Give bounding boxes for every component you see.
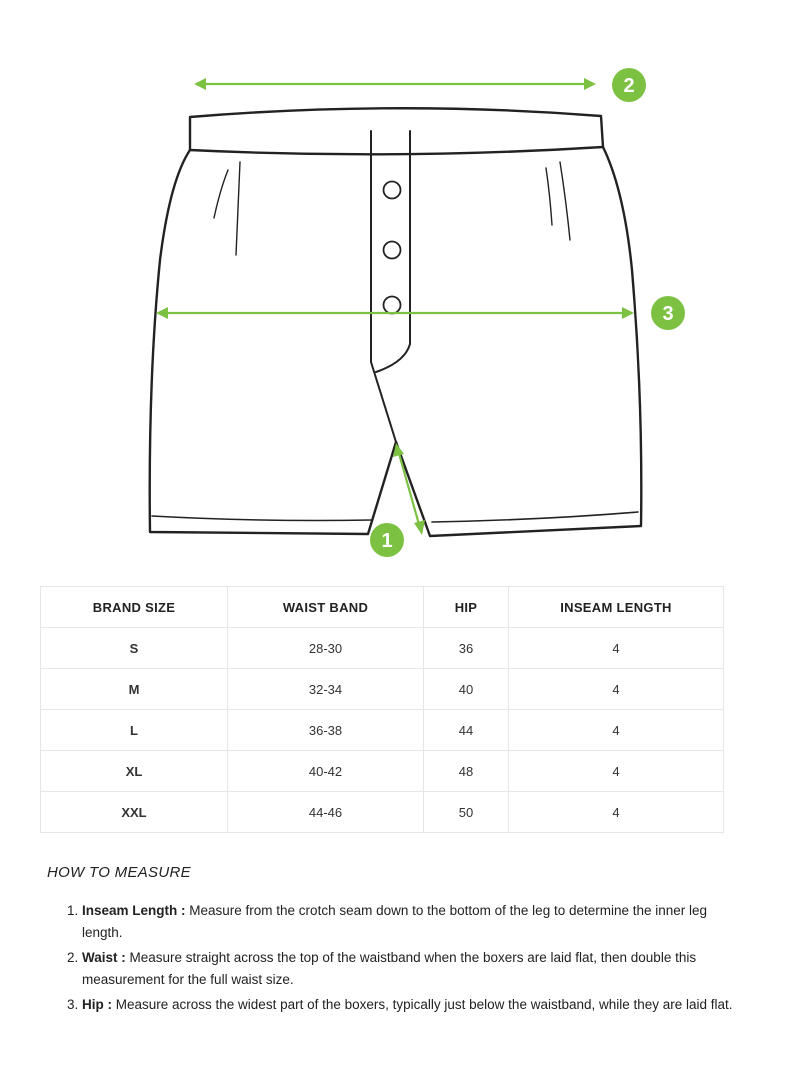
list-item bbox=[67, 900, 742, 944]
header-waist-band: WAIST BAND bbox=[228, 587, 424, 628]
waist-cell: 40-42 bbox=[228, 751, 424, 792]
size-cell: XL bbox=[41, 751, 228, 792]
button-circle bbox=[384, 242, 401, 259]
list-item-term: Inseam Length : bbox=[82, 903, 186, 918]
table-header-row bbox=[41, 587, 724, 628]
header-inseam-length: INSEAM LENGTH bbox=[509, 587, 724, 628]
table-row bbox=[41, 710, 724, 751]
list-item-number: 3. bbox=[67, 997, 79, 1012]
button-circle bbox=[384, 297, 401, 314]
how-to-measure-heading: HOW TO MEASURE bbox=[47, 864, 191, 881]
size-chart-table bbox=[40, 586, 724, 833]
shorts-outline bbox=[150, 108, 642, 536]
marker-3-label: 3 bbox=[662, 303, 674, 325]
waist-measure-arrow bbox=[194, 78, 596, 90]
marker-2-label: 2 bbox=[623, 75, 635, 97]
list-item bbox=[67, 947, 742, 991]
hip-cell: 48 bbox=[424, 751, 509, 792]
table-row bbox=[41, 792, 724, 833]
size-cell: XXL bbox=[41, 792, 228, 833]
list-item-term: Waist : bbox=[82, 950, 126, 965]
list-item-text: Measure straight across the top of the waistband when the boxers are laid flat, then double this measurement for the full waist size. bbox=[82, 950, 697, 987]
marker-1 bbox=[370, 523, 404, 557]
button-circle bbox=[384, 182, 401, 199]
size-cell: S bbox=[41, 628, 228, 669]
inseam-cell: 4 bbox=[509, 710, 724, 751]
inseam-cell: 4 bbox=[509, 628, 724, 669]
inseam-cell: 4 bbox=[509, 792, 724, 833]
list-item-number: 1. bbox=[67, 903, 79, 918]
waist-cell: 28-30 bbox=[228, 628, 424, 669]
waist-cell: 32-34 bbox=[228, 669, 424, 710]
list-item-text: Measure across the widest part of the boxers, typically just below the waistband, while they are laid flat. bbox=[112, 997, 733, 1012]
list-item bbox=[67, 994, 742, 1016]
how-to-measure-list bbox=[67, 900, 742, 1019]
waist-cell: 44-46 bbox=[228, 792, 424, 833]
header-hip: HIP bbox=[424, 587, 509, 628]
inseam-cell: 4 bbox=[509, 669, 724, 710]
marker-3 bbox=[651, 296, 685, 330]
list-item-term: Hip : bbox=[82, 997, 112, 1012]
hip-cell: 40 bbox=[424, 669, 509, 710]
size-cell: L bbox=[41, 710, 228, 751]
hip-cell: 36 bbox=[424, 628, 509, 669]
waist-cell: 36-38 bbox=[228, 710, 424, 751]
inseam-cell: 4 bbox=[509, 751, 724, 792]
fly-buttons bbox=[384, 182, 401, 314]
marker-2 bbox=[612, 68, 646, 102]
list-item-number: 2. bbox=[67, 950, 79, 965]
table-row bbox=[41, 751, 724, 792]
table-row bbox=[41, 669, 724, 710]
header-brand-size: BRAND SIZE bbox=[41, 587, 228, 628]
size-cell: M bbox=[41, 669, 228, 710]
table-row bbox=[41, 628, 724, 669]
list-item-text: Measure from the crotch seam down to the bottom of the leg to determine the inner leg length. bbox=[82, 903, 708, 940]
hip-cell: 50 bbox=[424, 792, 509, 833]
marker-1-label: 1 bbox=[381, 530, 393, 552]
inseam-measure-arrow bbox=[393, 443, 425, 535]
hip-cell: 44 bbox=[424, 710, 509, 751]
